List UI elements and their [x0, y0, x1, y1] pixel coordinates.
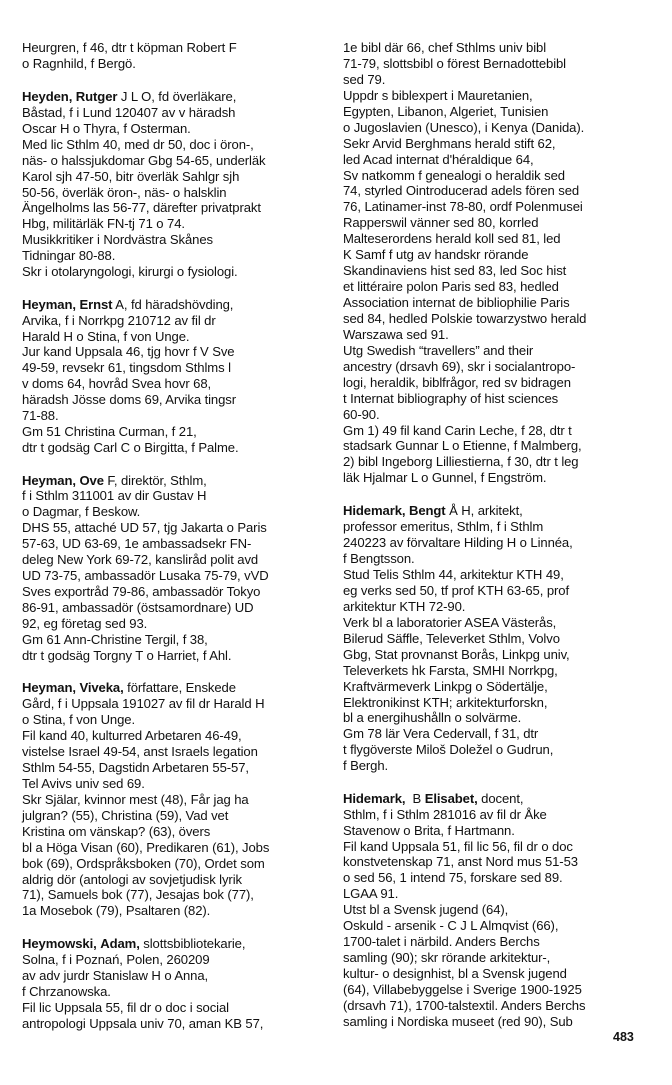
- entry-line: logi, heraldik, biblfrågor, red sv bidragen: [343, 374, 571, 390]
- entry-line: 71), Samuels bok (77), Jesajas bok (77),: [22, 887, 254, 903]
- entry-line: 71-88.: [22, 408, 59, 424]
- surname: Heymowski,: [22, 935, 97, 951]
- entry-line: UD 73-75, ambassadör Lusaka 75-79, vVD: [22, 568, 269, 584]
- entry-line: Egypten, Libanon, Algeriet, Tunisien: [343, 103, 549, 119]
- heading-rest: slottsbibliotekarie,: [139, 935, 246, 951]
- entry-line: vistelse Israel 49-54, anst Israels legation: [22, 744, 258, 759]
- entry-line: K Samf f utg av handskr rörande: [343, 247, 529, 263]
- entry-line: o Stina, f von Unge.: [22, 712, 136, 728]
- entry-line: Kraftvärmeverk Linkpg o Södertälje,: [343, 678, 548, 694]
- entry-line: Jur kand Uppsala 46, tjg hovr f V Sve: [22, 344, 235, 360]
- entry-line: sed 79.: [343, 71, 386, 87]
- entry-line: Ängelholms las 56-77, därefter privatprakt: [22, 200, 261, 216]
- entry-line: sed 84, hedled Polskie towarzystwo herald: [343, 310, 587, 326]
- entry-line: f Bergh.: [343, 758, 389, 774]
- entry-line: 1a Mosebok (79), Psaltaren (82).: [22, 903, 211, 919]
- entry-line: Oskuld - arsenik - C J L Almqvist (66),: [343, 918, 559, 934]
- surname: Heyman,: [22, 680, 76, 696]
- heading-rest: docent,: [477, 790, 524, 806]
- entry-line: deleg New York 69-72, kansliråd polit avd: [22, 552, 259, 568]
- entry-line: 60-90.: [343, 406, 380, 422]
- entry-line: 71-79, slottsbibl o förest Bernadottebibl: [343, 55, 566, 71]
- entry-line: led Acad internat d'héraldique 64,: [343, 151, 534, 167]
- entry-line: Skr i otolaryngologi, kirurgi o fysiologi.: [22, 264, 238, 280]
- entry-line: 76, Latinamer-inst 78-80, ordf Polenmusei: [343, 199, 583, 215]
- entry-line: arkitektur KTH 72-90.: [343, 598, 466, 614]
- entry-line: Solna, f i Poznań, Polen, 260209: [22, 951, 210, 967]
- entry-line: bl a Höga Visan (60), Predikaren (61), Jobs: [22, 839, 270, 855]
- entry-line: aldrig dör (antologi av sovjetjudisk lyrik: [22, 871, 242, 887]
- entry-line: Gm 51 Christina Curman, f 21,: [22, 424, 197, 440]
- entry-line: bok (69), Ordspråksboken (70), Ordet som: [22, 855, 265, 871]
- entry-line: häradsh Jösse doms 69, Arvika tingsr: [22, 392, 237, 408]
- entry-line: Tel Avivs univ sed 69.: [22, 775, 145, 791]
- surname: Hidemark,: [343, 503, 406, 519]
- entry-line: Skandinaviens hist sed 83, led Soc hist: [343, 263, 567, 279]
- entry-line: Utst bl a Svensk jugend (64),: [343, 902, 509, 918]
- surname: Heyden,: [22, 88, 73, 104]
- entry-line: Heurgren, f 46, dtr t köpman Robert F: [22, 40, 237, 55]
- entry-line: Gm 1) 49 fil kand Carin Leche, f 28, dtr t: [343, 422, 572, 438]
- entry-line: 2) bibl Ingeborg Lilliestierna, f 30, dtr t leg: [343, 454, 579, 470]
- entry-line: f Chrzanowska.: [22, 983, 111, 999]
- entry-line: kultur- o designhist, bl a Svensk jugend: [343, 966, 567, 981]
- surname: Heyman,: [22, 472, 76, 488]
- entry-line: Bilerud Säffle, Televerket Sthlm, Volvo: [343, 630, 560, 646]
- entry-line: 50-56, överläk öron-, näs- o halsklin: [22, 184, 227, 200]
- entry-line: Televerkets hk Farsta, SMHI Norrkpg,: [343, 662, 558, 678]
- entry-line: 74, styrled Ointroducerad adels fören sed: [343, 183, 580, 199]
- entry-continuation: [22, 40, 327, 72]
- entry-heymowski-continued: [343, 40, 653, 486]
- entry-line: Karol sjh 47-50, bitr överläk Sahlgr sjh: [22, 168, 240, 184]
- entry-line: Fil lic Uppsala 55, fil dr o doc i social: [22, 999, 229, 1015]
- entry-line: Malteserordens herald koll sed 81, led: [343, 231, 561, 247]
- given-name: Bengt: [408, 503, 446, 519]
- entry-line: Fil kand 40, kulturred Arbetaren 46-49,: [22, 728, 242, 744]
- entry-line: läk Hjalmar L o Gunnel, f Engström.: [343, 470, 547, 486]
- entry-line: Verk bl a laboratorier ASEA Västerås,: [343, 614, 557, 630]
- entry-line: f Bengtsson.: [343, 551, 415, 567]
- entry-line: Fil kand Uppsala 51, fil lic 56, fil dr o doc: [343, 838, 573, 854]
- entry-line: dtr t godsäg Carl C o Birgitta, f Palme.: [22, 440, 239, 456]
- entry-line: Stavenow o Brita, f Hartmann.: [343, 822, 515, 838]
- entry-line: Uppdr s biblexpert i Mauretanien,: [343, 87, 533, 103]
- entry-line: t flygöverste Miloš Doležel o Gudrun,: [343, 742, 554, 758]
- heading-rest: Å H, arkitekt,: [445, 503, 523, 519]
- entry-line: DHS 55, attaché UD 57, tjg Jakarta o Paris: [22, 520, 267, 536]
- entry-line: dtr t godsäg Torgny T o Harriet, f Ahl.: [22, 647, 232, 663]
- entry-line: bl a energihushålln o solvärme.: [343, 710, 522, 726]
- entry-line: Elektronikinst KTH; arkitekturforskn,: [343, 694, 548, 710]
- entry-line: samling i Nordiska museet (red 90), Sub: [343, 1013, 573, 1029]
- entry-hidemark-bengt: [343, 503, 653, 774]
- entry-line: v doms 64, hovråd Svea hovr 68,: [22, 376, 212, 392]
- entry-line: 1e bibl där 66, chef Sthlms univ bibl: [343, 40, 547, 55]
- entry-line: Sthlm 54-55, Dagstidn Arbetaren 55-57,: [22, 759, 249, 775]
- entry-line: Båstad, f i Lund 120407 av v häradsh: [22, 104, 236, 120]
- entry-heading: [22, 297, 327, 313]
- surname: Heyman,: [22, 296, 76, 312]
- entry-line: Musikkritiker i Nordvästra Skånes: [22, 232, 213, 248]
- entry-line: Sthlm, f i Sthlm 281016 av fil dr Åke: [343, 806, 547, 822]
- entry-line: o Jugoslavien (Unesco), i Kenya (Danida).: [343, 119, 585, 135]
- entry-line: stadsark Gunnar L o Etienne, f Malmberg,: [343, 438, 582, 454]
- heading-rest: författare, Enskede: [123, 680, 236, 696]
- entry-line: av adv jurdr Stanislaw H o Anna,: [22, 967, 209, 983]
- entry-line: Sv natkomm f genealogi o heraldik sed: [343, 167, 565, 183]
- entry-line: Harald H o Stina, f von Unge.: [22, 328, 190, 344]
- entry-line: Oscar H o Thyra, f Osterman.: [22, 120, 191, 136]
- entry-line: Utg Swedish “travellers” and their: [343, 342, 534, 358]
- page-number: 483: [613, 1030, 634, 1044]
- entry-line: 240223 av förvaltare Hilding H o Linnéa,: [343, 535, 573, 551]
- entry-line: eg verks sed 50, tf prof KTH 63-65, prof: [343, 582, 569, 598]
- entry-line: 57-63, UD 63-69, 1e ambassadsekr FN-: [22, 536, 252, 552]
- entry-heading: [343, 503, 653, 519]
- entry-line: 49-59, revsekr 61, tingsdom Sthlms l: [22, 360, 231, 376]
- entry-heymowski-adam: [22, 936, 327, 1032]
- entry-line: 1700-talet i närbild. Anders Berchs: [343, 934, 540, 950]
- entry-line: Warszawa sed 91.: [343, 326, 449, 342]
- entry-line: Gm 61 Ann-Christine Tergil, f 38,: [22, 631, 208, 647]
- given-name: Elisabet,: [424, 790, 478, 806]
- entry-line: f i Sthlm 311001 av dir Gustav H: [22, 488, 207, 504]
- entry-line: antropologi Uppsala univ 70, aman KB 57,: [22, 1015, 264, 1031]
- entry-line: o sed 56, 1 intend 75, forskare sed 89.: [343, 870, 563, 886]
- entry-line: konstvetenskap 71, anst Nord mus 51-53: [343, 854, 578, 870]
- entry-line: Kristina om vänskap? (63), övers: [22, 823, 211, 839]
- entry-line: Gm 78 lär Vera Cedervall, f 31, dtr: [343, 726, 539, 742]
- entry-line: Med lic Sthlm 40, med dr 50, doc i öron-,: [22, 136, 254, 152]
- entry-line: julgran? (55), Christina (59), Vad vet: [22, 807, 229, 823]
- entry-line: Gbg, Stat provnanst Borås, Linkpg univ,: [343, 646, 570, 662]
- entry-line: et littéraire polon Paris sed 83, hedled: [343, 279, 559, 295]
- entry-hidemark-elisabet: [343, 791, 653, 1030]
- entry-line: LGAA 91.: [343, 886, 399, 902]
- entry-line: Tidningar 80-88.: [22, 248, 116, 264]
- heading-rest: A, fd häradshövding,: [112, 296, 234, 312]
- given-name: Adam,: [100, 935, 140, 951]
- given-name: Ernst: [79, 296, 113, 312]
- entry-line: näs- o halssjukdomar Gbg 54-65, underläk: [22, 152, 266, 168]
- entry-line: samling (90); skr rörande arkitektur-,: [343, 950, 551, 966]
- entry-heading: [22, 89, 327, 105]
- entry-line: Rapperswil vänner sed 80, korrled: [343, 215, 539, 231]
- given-name-prefix: B: [408, 790, 425, 806]
- entry-line: Gård, f i Uppsala 191027 av fil dr Harald H: [22, 696, 265, 712]
- entry-line: (64), Villabebyggelse i Sverige 1900-1925: [343, 981, 582, 997]
- entry-line: 86-91, ambassadör (östsamordnare) UD: [22, 600, 254, 615]
- entry-line: Sves exportråd 79-86, ambassadör Tokyo: [22, 584, 261, 600]
- entry-line: professor emeritus, Sthlm, f i Sthlm: [343, 519, 544, 535]
- entry-heading: [343, 791, 653, 807]
- heading-rest: J L O, fd överläkare,: [117, 88, 237, 104]
- entry-line: (drsavh 71), 1700-talstextil. Anders Berchs: [343, 997, 586, 1013]
- right-column: [343, 40, 653, 1046]
- given-name: Viveka,: [79, 680, 124, 696]
- entry-line: ancestry (drsavh 69), skr i socialantropo-: [343, 358, 576, 374]
- given-name: Rutger: [75, 88, 118, 104]
- entry-heading: [22, 680, 327, 696]
- entry-line: Stud Telis Sthlm 44, arkitektur KTH 49,: [343, 567, 564, 582]
- entry-line: Sekr Arvid Berghmans herald stift 62,: [343, 135, 556, 151]
- entry-line: Association internat de bibliophilie Paris: [343, 295, 570, 310]
- entry-line: o Dagmar, f Beskow.: [22, 504, 141, 520]
- entry-heyman-ove: [22, 473, 327, 664]
- entry-line: Skr Själar, kvinnor mest (48), Får jag ha: [22, 791, 249, 807]
- given-name: Ove: [79, 472, 104, 488]
- entry-line: t Internat bibliography of hist sciences: [343, 390, 559, 406]
- entry-heyman-viveka: [22, 680, 327, 919]
- heading-rest: F, direktör, Sthlm,: [103, 472, 207, 488]
- entry-heading: [22, 936, 327, 952]
- entry-heyden-rutger: [22, 89, 327, 280]
- entry-line: Hbg, militärläk FN-tj 71 o 74.: [22, 216, 185, 232]
- left-column: [22, 40, 327, 1048]
- entry-line: o Ragnhild, f Bergö.: [22, 55, 136, 71]
- surname: Hidemark,: [343, 790, 406, 806]
- entry-line: Arvika, f i Norrkpg 210712 av fil dr: [22, 312, 216, 328]
- entry-line: 92, eg företag sed 93.: [22, 615, 148, 631]
- entry-heyman-ernst: [22, 297, 327, 456]
- entry-heading: [22, 473, 327, 489]
